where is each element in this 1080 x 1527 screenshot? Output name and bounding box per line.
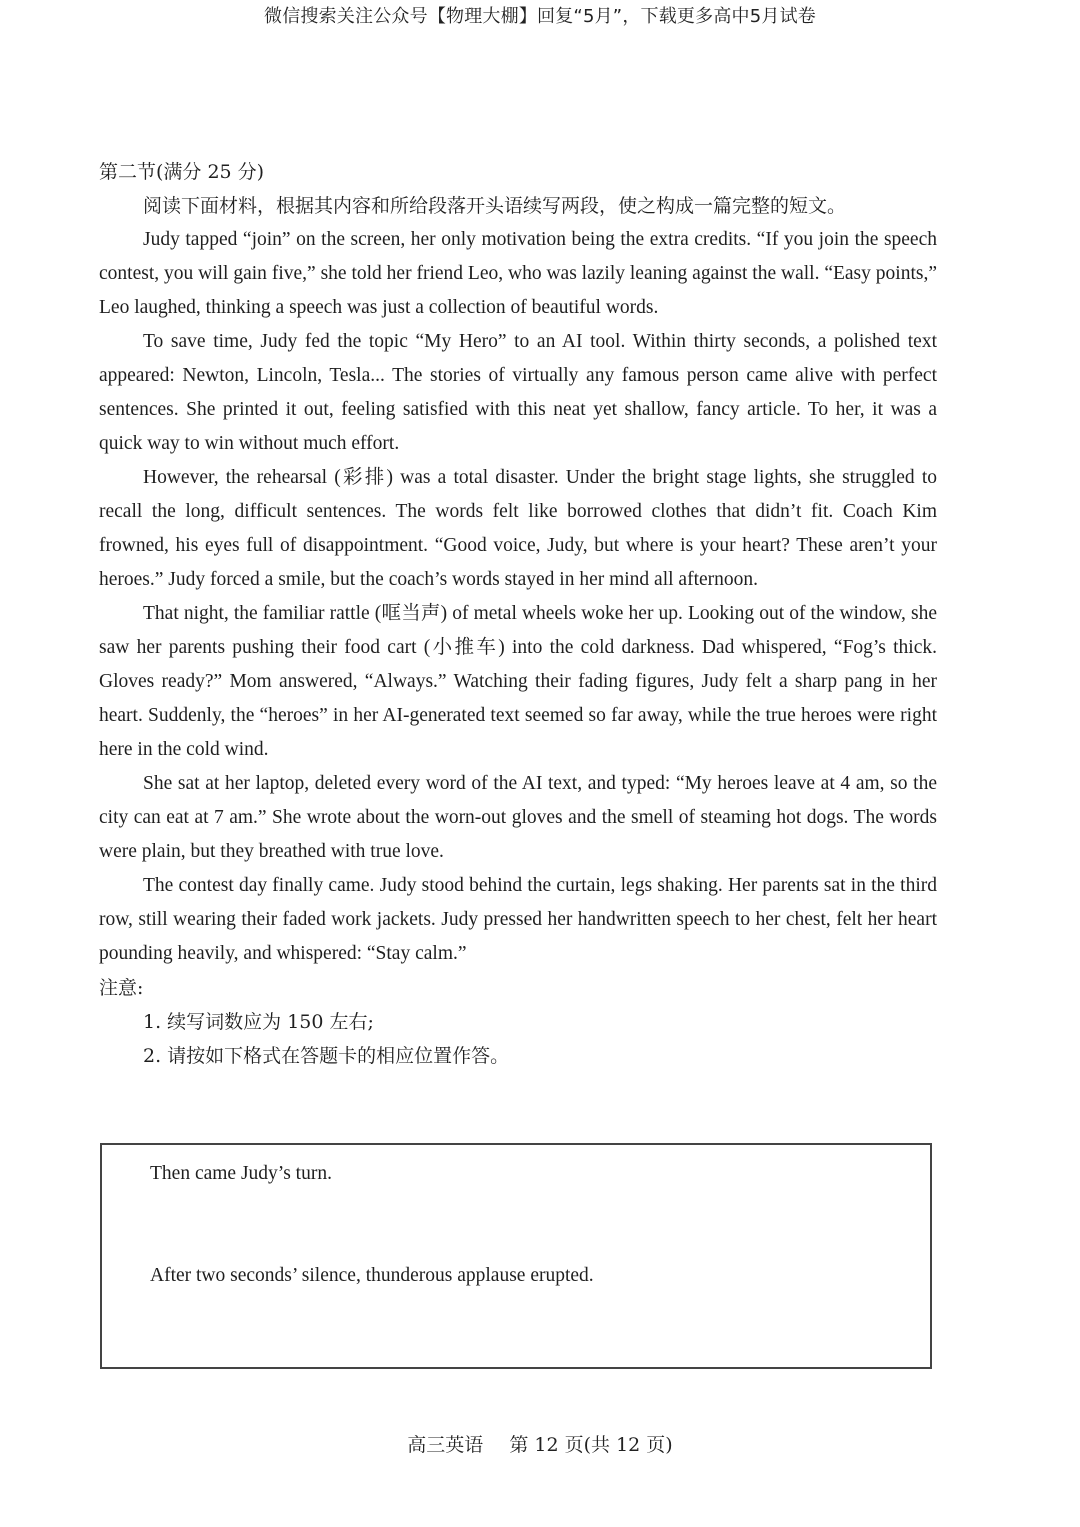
note-item-1: 1. 续写词数应为 150 左右;	[143, 1011, 374, 1033]
instruction-text: 阅读下面材料，根据其内容和所给段落开头语续写两段，使之构成一篇完整的短文。	[143, 195, 847, 217]
note-item-2: 2. 请按如下格式在答题卡的相应位置作答。	[143, 1045, 510, 1067]
question-section	[99, 155, 937, 1073]
story-paragraph-1: Judy tapped “join” on the screen, her only motivation being the extra credits. “If you join the speech contest, you will gain five,” she told her friend Leo, who was lazily leaning against the wall. “Easy points,” Leo laughed, thinking a speech was just a collection of beautiful words.	[99, 229, 937, 318]
answer-opening-line-2: After two seconds’ silence, thunderous applause erupted.	[150, 1265, 594, 1286]
story-paragraph-3: However, the rehearsal (彩排) was a total disaster. Under the bright stage lights, she struggled to recall the long, difficult sentences. The words felt like borrowed clothes that didn’t fit. Coach Kim frowned, his eyes full of disappointment. “Good voice, Judy, but where is your heart? These aren’t your heroes.” Judy forced a smile, but the coach’s words stayed in her mind all afternoon.	[99, 467, 937, 590]
notes-label: 注意:	[99, 977, 144, 999]
answer-box	[100, 1143, 932, 1369]
story-paragraph-2: To save time, Judy fed the topic “My Hero” to an AI tool. Within thirty seconds, a polished text appeared: Newton, Lincoln, Tesla... The stories of virtually any famous person came alive with perfect sentences. She printed it out, feeling satisfied with this neat yet shallow, fancy article. To her, it was a quick way to win without much effort.	[99, 331, 937, 454]
story-paragraph-6: The contest day finally came. Judy stood behind the curtain, legs shaking. Her parents sat in the third row, still wearing their faded work jackets. Judy pressed her handwritten speech to her chest, felt her heart pounding heavily, and whispered: “Stay calm.”	[99, 875, 937, 964]
page-footer	[0, 1430, 1080, 1457]
story-paragraph-5: She sat at her laptop, deleted every word of the AI text, and typed: “My heroes leave at 4 am, so the city can eat at 7 am.” She wrote about the worn-out gloves and the smell of steaming hot dogs. The words were plain, but they breathed with true love.	[99, 773, 937, 862]
footer-subject: 高三英语	[407, 1434, 484, 1456]
top-banner: 微信搜索关注公众号【物理大棚】回复“5月”，下载更多高中5月试卷	[264, 6, 816, 27]
section-title: 第二节(满分 25 分)	[99, 161, 265, 183]
footer-page-number: 第 12 页(共 12 页)	[509, 1434, 673, 1456]
story-paragraph-4: That night, the familiar rattle (哐当声) of metal wheels woke her up. Looking out of the window, she saw her parents pushing their food cart (小推车) into the cold darkness. Dad whispered, “Fog’s thick. Gloves ready?” Mom answered, “Always.” Watching their fading figures, Judy felt a sharp pang in her heart. Suddenly, the “heroes” in her AI-generated text seemed so far away, while the true heroes were right here in the cold wind.	[99, 603, 937, 760]
answer-opening-line-1: Then came Judy’s turn.	[150, 1163, 332, 1184]
